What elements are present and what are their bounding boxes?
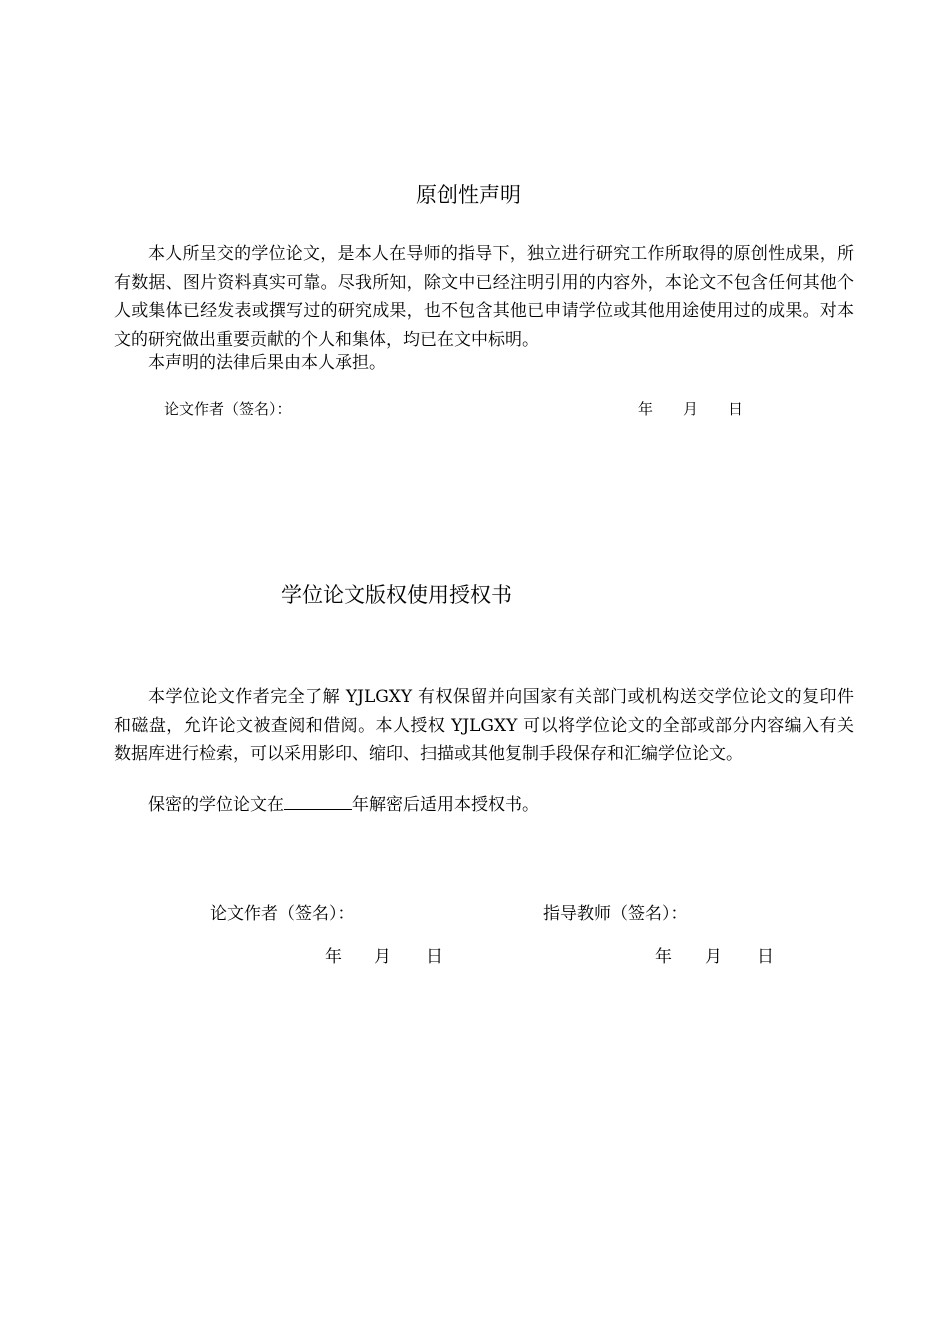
confidential-note-text-before: 保密的学位论文在 [148,795,284,815]
declaration-date-month: 月 [683,400,699,418]
advisor-date-year: 年 [655,947,672,967]
authorization-confidential-note [114,791,854,820]
declaration-date [0,399,950,419]
authorization-author-signature-label: 论文作者（签名）： [210,904,355,924]
authorization-paragraph: 本学位论文作者完全了解 YJLGXY 有权保留并向国家有关部门或机构送交学位论文的复印件和磁盘，允许论文被查阅和借阅。本人授权 YJLGXY 可以将学位论文的全部或部分内容编入有关数据库进行检索，可以采用影印、缩印、扫描或其他复制手段保存和汇编学位论文。 [114,687,854,764]
author-date-year: 年 [325,947,342,967]
confidential-years-blank [284,793,352,810]
declaration-date-day: 日 [728,400,744,418]
declaration-author-signature-label: 论文作者（签名）： [164,400,292,418]
declaration-date-year: 年 [638,400,654,418]
author-date-day: 日 [426,947,443,967]
declaration-paragraph: 本人所呈交的学位论文，是本人在导师的指导下，独立进行研究工作所取得的原创性成果，所有数据、图片资料真实可靠。尽我所知，除文中已经注明引用的内容外，本论文不包含任何其他个人或集体已经发表或撰写过的研究成果，也不包含其他已申请学位或其他用途使用过的成果。对本文的研究做出重要贡献的个人和集体，均已在文中标明。 [114,244,854,350]
declaration-legal-note: 本声明的法律后果由本人承担。 [148,353,386,373]
advisor-date-day: 日 [757,947,774,967]
authorization-advisor-signature-label: 指导教师（签名）： [543,904,688,924]
author-date-month: 月 [374,947,391,967]
declaration-title: 原创性声明 [416,183,521,207]
confidential-note-text-after: 年解密后适用本授权书。 [352,795,539,815]
authorization-advisor-date [0,946,950,968]
authorization-title: 学位论文版权使用授权书 [281,583,512,607]
advisor-date-month: 月 [705,947,722,967]
